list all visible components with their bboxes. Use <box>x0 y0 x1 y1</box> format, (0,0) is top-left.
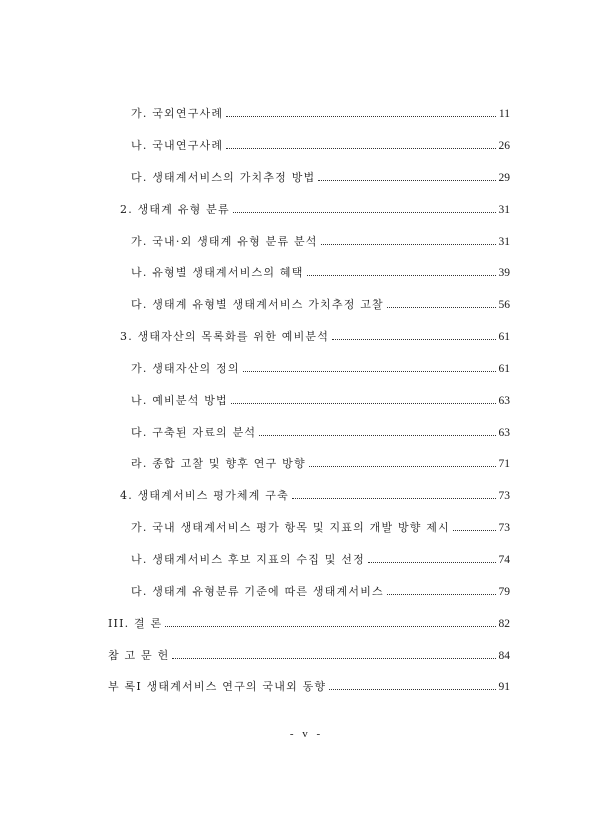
toc-entry-page: 61 <box>498 331 510 343</box>
toc-entry-page: 61 <box>498 363 510 375</box>
toc-entry-page: 74 <box>498 554 510 566</box>
toc-entry-label: 참 고 문 헌 <box>108 649 170 662</box>
dot-leader <box>226 147 495 149</box>
toc-entry[interactable] <box>131 426 510 440</box>
toc-entry[interactable] <box>131 394 510 408</box>
dot-leader <box>292 497 496 499</box>
dot-leader <box>453 529 496 531</box>
page-number: - v - <box>289 728 324 740</box>
toc-entry[interactable] <box>108 680 510 694</box>
toc-entry[interactable] <box>131 585 510 599</box>
toc-entry-label: 3. 생태자산의 목록화를 위한 예비분석 <box>120 330 330 343</box>
toc-entry-label: III. 결 론 <box>108 617 163 630</box>
dot-leader <box>233 211 496 213</box>
toc-entry[interactable] <box>120 489 510 503</box>
toc-entry-page: 71 <box>498 458 510 470</box>
toc-entry-label: 다. 생태계서비스의 가치추정 방법 <box>131 171 316 184</box>
toc-entry-label: 다. 생태계 유형별 생태계서비스 가치추정 고찰 <box>131 298 384 311</box>
toc-entry[interactable] <box>131 235 510 249</box>
toc-entry-page: 73 <box>498 522 510 534</box>
toc-entry-label: 나. 유형별 생태계서비스의 혜택 <box>131 266 304 279</box>
toc-entry-page: 31 <box>498 236 510 248</box>
toc-entry-page: 39 <box>498 267 510 279</box>
dot-leader <box>307 274 496 276</box>
toc-entry-label: 가. 국외연구사례 <box>131 107 224 120</box>
toc-entry[interactable] <box>131 553 510 567</box>
toc-entry[interactable] <box>131 107 510 121</box>
dot-leader <box>231 402 496 404</box>
toc-entry-label: 다. 구축된 자료의 분석 <box>131 426 257 439</box>
dot-leader <box>321 243 496 245</box>
dot-leader <box>387 593 496 595</box>
dot-leader <box>309 465 496 467</box>
dot-leader <box>259 434 495 436</box>
dot-leader <box>165 625 495 627</box>
dot-leader <box>329 688 495 690</box>
toc-entry-page: 82 <box>498 618 510 630</box>
toc-entry[interactable] <box>131 139 510 153</box>
toc-entry[interactable] <box>120 203 510 217</box>
toc-entry-page: 26 <box>498 140 510 152</box>
toc-entry-page: 11 <box>498 108 510 120</box>
toc-entry-page: 91 <box>498 681 510 693</box>
toc-entry[interactable] <box>131 266 510 280</box>
toc-entry-label: 다. 생태계 유형분류 기준에 따른 생태계서비스 <box>131 585 384 598</box>
dot-leader <box>172 657 495 659</box>
toc-entry-label: 4. 생태계서비스 평가체계 구축 <box>120 489 289 502</box>
toc-entry[interactable] <box>131 521 510 535</box>
toc-entry-page: 63 <box>498 427 510 439</box>
dot-leader <box>226 115 496 117</box>
toc-entry-page: 63 <box>498 395 510 407</box>
toc-entry[interactable] <box>131 298 510 312</box>
toc-entry-page: 31 <box>498 204 510 216</box>
toc-entry[interactable] <box>131 171 510 185</box>
dot-leader <box>243 370 496 372</box>
dot-leader <box>332 338 495 340</box>
toc-entry-page: 29 <box>498 172 510 184</box>
toc-entry[interactable] <box>108 617 510 631</box>
toc-entry-label: 나. 생태계서비스 후보 지표의 수집 및 선정 <box>131 553 365 566</box>
dot-leader <box>387 306 496 308</box>
toc-entry[interactable] <box>131 457 510 471</box>
dot-leader <box>368 561 496 563</box>
toc-entry-label: 가. 국내 생태계서비스 평가 항목 및 지표의 개발 방향 제시 <box>131 521 450 534</box>
toc-entry-label: 나. 국내연구사례 <box>131 139 224 152</box>
toc-entry-page: 73 <box>498 490 510 502</box>
toc-entry-label: 나. 예비분석 방법 <box>131 394 228 407</box>
toc-entry-label: 가. 생태자산의 정의 <box>131 362 240 375</box>
toc-entry-page: 84 <box>498 650 510 662</box>
toc-entry-label: 가. 국내·외 생태계 유형 분류 분석 <box>131 235 318 248</box>
toc-entry[interactable] <box>108 649 510 663</box>
toc-entry-page: 79 <box>498 586 510 598</box>
toc-entry[interactable] <box>131 362 510 376</box>
toc-entry[interactable] <box>120 330 510 344</box>
toc-entry-label: 라. 종합 고찰 및 향후 연구 방향 <box>131 457 306 470</box>
toc-entry-label: 2. 생태계 유형 분류 <box>120 203 230 216</box>
toc-entry-page: 56 <box>498 299 510 311</box>
dot-leader <box>318 179 495 181</box>
toc-entry-label: 부 록I 생태계서비스 연구의 국내외 동향 <box>108 680 327 693</box>
